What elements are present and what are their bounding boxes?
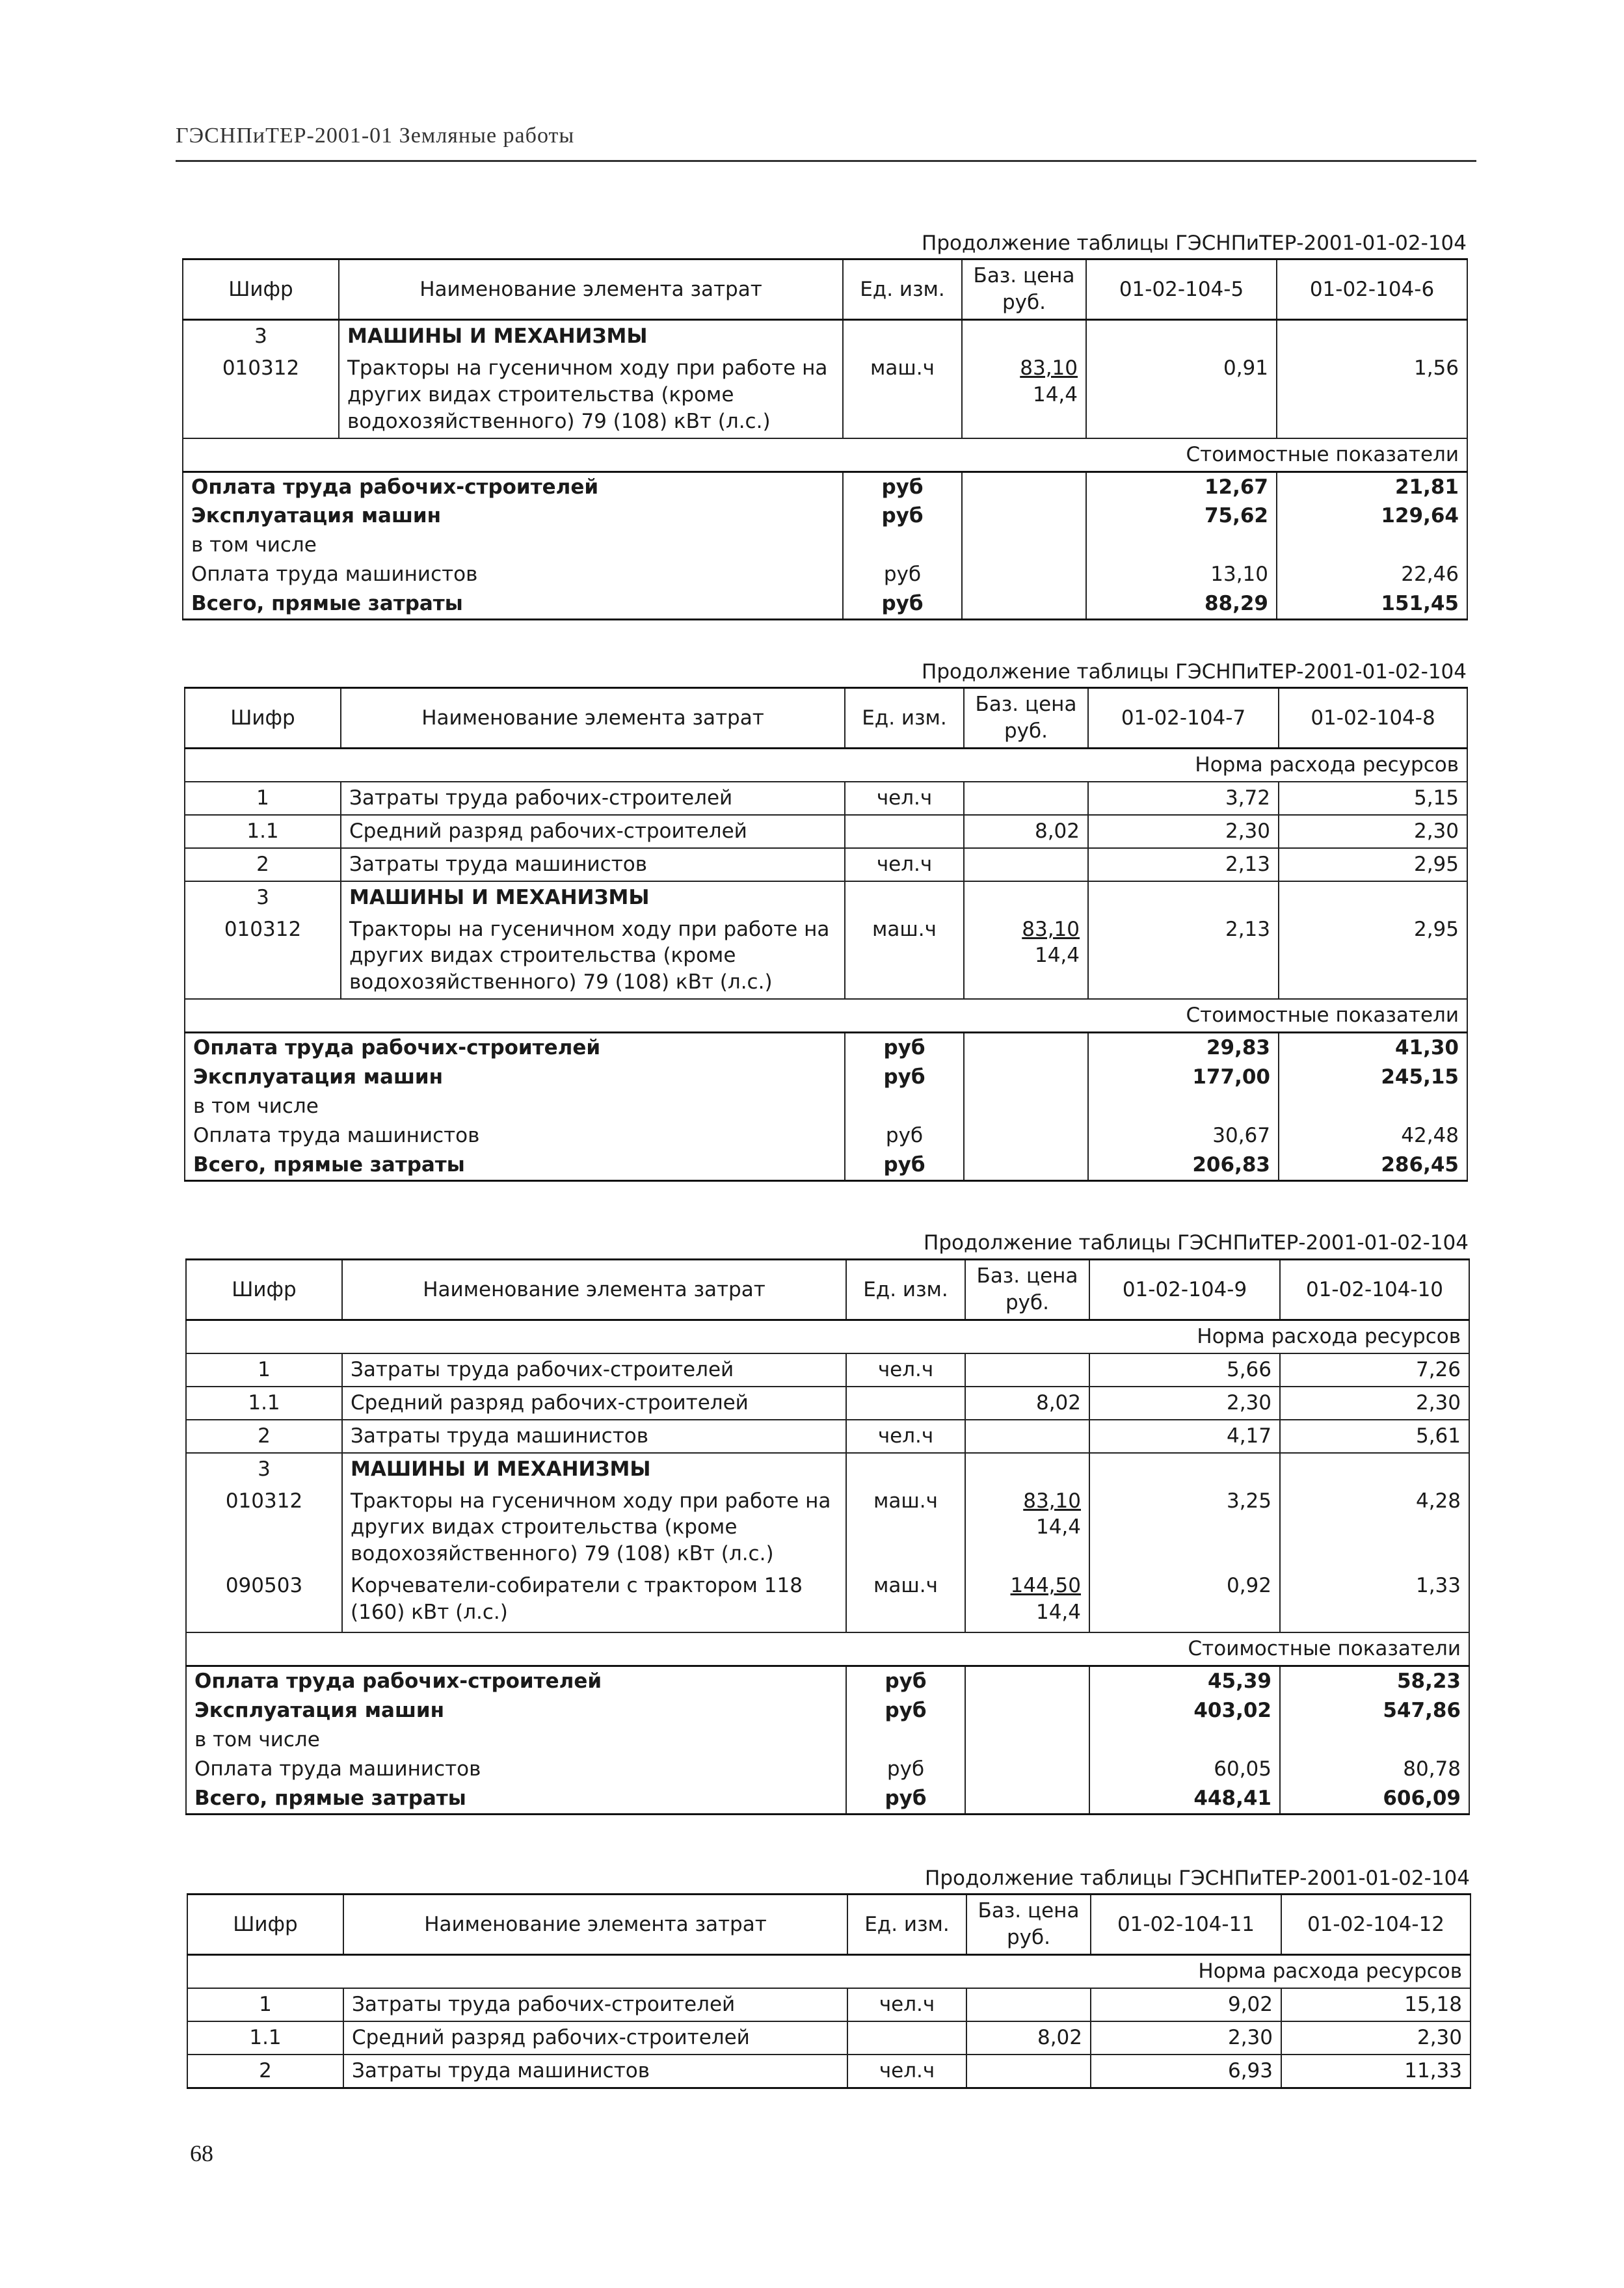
cost-name: Оплата труда машинистов	[185, 1121, 845, 1151]
section-label: Норма расхода ресурсов	[186, 1320, 1469, 1353]
row-unit	[847, 2021, 966, 2055]
cost-row	[185, 1063, 1467, 1092]
table-row	[187, 1988, 1471, 2021]
cost-unit: руб	[845, 1033, 964, 1063]
table-row	[183, 353, 1467, 438]
table-caption: Продолжение таблицы ГЭСНПиТЕР-2001-01-02-104	[922, 232, 1467, 255]
cost-value-b: 21,81	[1277, 472, 1467, 501]
norm-table-4	[187, 1893, 1471, 2089]
row-value-b: 2,30	[1281, 2021, 1471, 2055]
cost-name: Оплата труда машинистов	[186, 1755, 846, 1784]
row-price	[965, 1485, 1089, 1571]
row-value-b: 1,56	[1277, 353, 1467, 438]
cost-name: Оплата труда рабочих-строителей	[186, 1666, 846, 1696]
table-row	[186, 1453, 1469, 1485]
row-unit	[846, 1387, 965, 1420]
row-code: 010312	[186, 1485, 342, 1571]
col-name-header: Наименование элемента затрат	[343, 1895, 847, 1955]
row-value-b: 1,33	[1280, 1570, 1469, 1632]
row-value-a: 9,02	[1091, 1988, 1281, 2021]
cost-name: Эксплуатация машин	[183, 501, 843, 531]
row-unit: чел.ч	[845, 848, 964, 881]
row-value-a: 0,92	[1089, 1570, 1280, 1632]
cost-value-b: 42,48	[1279, 1121, 1467, 1151]
norm-table-2	[184, 687, 1468, 1182]
row-code: 1.1	[185, 815, 341, 848]
row-value-a: 5,66	[1089, 1353, 1280, 1387]
row-unit: чел.ч	[845, 782, 964, 815]
row-unit: чел.ч	[846, 1353, 965, 1387]
cost-value-a: 60,05	[1089, 1755, 1280, 1784]
cost-name: Всего, прямые затраты	[185, 1151, 845, 1180]
cost-name: в том числе	[185, 1092, 845, 1121]
row-code: 3	[185, 881, 341, 914]
cost-row	[186, 1725, 1469, 1755]
row-price	[964, 848, 1088, 881]
row-value-a: 2,13	[1088, 848, 1279, 881]
row-value-a: 2,30	[1088, 815, 1279, 848]
norm-table-1	[182, 258, 1468, 620]
row-name: Затраты труда машинистов	[341, 848, 845, 881]
row-unit: маш.ч	[845, 914, 964, 1000]
table-caption: Продолжение таблицы ГЭСНПиТЕР-2001-01-02-104	[922, 660, 1467, 684]
col-unit-header: Ед. изм.	[843, 259, 962, 320]
cost-unit: руб	[845, 1151, 964, 1180]
cost-value-a: 206,83	[1088, 1151, 1279, 1180]
cost-value-a: 177,00	[1088, 1063, 1279, 1092]
col-a-header: 01-02-104-11	[1091, 1895, 1281, 1955]
col-a-header: 01-02-104-7	[1088, 688, 1279, 749]
cost-value-a: 12,67	[1086, 472, 1277, 501]
cost-unit: руб	[845, 1063, 964, 1092]
table-row	[185, 815, 1467, 848]
row-name: Затраты труда рабочих-строителей	[341, 782, 845, 815]
section-label: Стоимостные показатели	[185, 999, 1467, 1032]
cost-value-a: 13,10	[1086, 560, 1277, 589]
cost-name: Оплата труда машинистов	[183, 560, 843, 589]
table-row	[186, 1387, 1469, 1420]
row-value-b: 2,30	[1280, 1387, 1469, 1420]
row-value-b: 11,33	[1281, 2055, 1471, 2088]
row-value-a: 2,13	[1088, 914, 1279, 1000]
cost-row	[185, 1151, 1467, 1180]
price-value-2: 14,4	[1034, 944, 1080, 968]
cost-value-b: 41,30	[1279, 1033, 1467, 1063]
col-price-header: Баз. цена руб.	[964, 688, 1088, 749]
section-row	[187, 1955, 1471, 1988]
header-rule	[176, 160, 1476, 162]
row-name: Тракторы на гусеничном ходу при работе на других видах строительства (кроме водохозяйственного) 79 (108) кВт (л.с.)	[342, 1485, 846, 1571]
col-code-header: Шифр	[185, 688, 341, 749]
col-b-header: 01-02-104-12	[1281, 1895, 1471, 1955]
row-code: 2	[186, 1420, 342, 1453]
page-header: ГЭСНПиТЕР-2001-01 Земляные работы	[176, 124, 575, 148]
row-name: Средний разряд рабочих-строителей	[341, 815, 845, 848]
cost-unit: руб	[845, 1121, 964, 1151]
norm-table-3	[185, 1258, 1470, 1815]
cost-row	[185, 1033, 1467, 1063]
table-header-row	[183, 259, 1467, 320]
row-name: Затраты труда машинистов	[343, 2055, 847, 2088]
price-value: 83,10	[1023, 1489, 1081, 1513]
cost-row	[183, 531, 1467, 560]
col-name-header: Наименование элемента затрат	[342, 1260, 846, 1320]
row-code: 1	[187, 1988, 343, 2021]
cost-row	[185, 1121, 1467, 1151]
col-a-header: 01-02-104-5	[1086, 259, 1277, 320]
table-header-row	[186, 1260, 1469, 1320]
table-caption: Продолжение таблицы ГЭСНПиТЕР-2001-01-02-104	[925, 1867, 1470, 1890]
cost-unit: руб	[846, 1696, 965, 1725]
table-row	[187, 2055, 1471, 2088]
cost-name: Всего, прямые затраты	[186, 1784, 846, 1814]
table-header-row	[187, 1895, 1471, 1955]
col-price-header: Баз. цена руб.	[966, 1895, 1091, 1955]
cost-unit: руб	[843, 589, 962, 619]
cost-value-a: 45,39	[1089, 1666, 1280, 1696]
cost-row	[186, 1784, 1469, 1814]
col-name-header: Наименование элемента затрат	[341, 688, 845, 749]
cost-name: Эксплуатация машин	[185, 1063, 845, 1092]
cost-name: Оплата труда рабочих-строителей	[183, 472, 843, 501]
cost-name: в том числе	[186, 1725, 846, 1755]
row-value-b: 15,18	[1281, 1988, 1471, 2021]
price-value: 83,10	[1022, 917, 1080, 941]
row-price: 8,02	[964, 815, 1088, 848]
row-code: 1	[185, 782, 341, 815]
table-row	[185, 782, 1467, 815]
cost-row	[183, 472, 1467, 501]
col-unit-header: Ед. изм.	[847, 1895, 966, 1955]
row-unit: маш.ч	[846, 1570, 965, 1632]
table-row	[186, 1485, 1469, 1571]
row-unit	[845, 815, 964, 848]
col-b-header: 01-02-104-10	[1280, 1260, 1469, 1320]
row-code: 1.1	[187, 2021, 343, 2055]
row-value-b: 2,95	[1279, 914, 1467, 1000]
col-price-header: Баз. цена руб.	[965, 1260, 1089, 1320]
table-row	[186, 1420, 1469, 1453]
section-row	[185, 749, 1467, 782]
row-value-a: 3,72	[1088, 782, 1279, 815]
row-value-a: 2,30	[1089, 1387, 1280, 1420]
cost-unit: руб	[846, 1784, 965, 1814]
cost-name: Эксплуатация машин	[186, 1696, 846, 1725]
price-value-2: 14,4	[1032, 382, 1078, 406]
table-row	[185, 881, 1467, 914]
row-value-a: 4,17	[1089, 1420, 1280, 1453]
row-value-b: 4,28	[1280, 1485, 1469, 1571]
row-unit: чел.ч	[846, 1420, 965, 1453]
cost-row	[186, 1666, 1469, 1696]
cost-value-b: 286,45	[1279, 1151, 1467, 1180]
cost-unit: руб	[843, 472, 962, 501]
cost-value-b: 80,78	[1280, 1755, 1469, 1784]
section-row	[183, 438, 1467, 472]
row-price	[964, 914, 1088, 1000]
cost-value-a: 88,29	[1086, 589, 1277, 619]
cost-unit: руб	[843, 501, 962, 531]
cost-row	[185, 1092, 1467, 1121]
cost-row	[183, 501, 1467, 531]
section-label: Норма расхода ресурсов	[185, 749, 1467, 782]
row-value-b: 7,26	[1280, 1353, 1469, 1387]
col-name-header: Наименование элемента затрат	[339, 259, 843, 320]
cost-row	[183, 560, 1467, 589]
cost-row	[183, 589, 1467, 619]
row-name: Затраты труда машинистов	[342, 1420, 846, 1453]
col-code-header: Шифр	[186, 1260, 342, 1320]
row-price	[965, 1353, 1089, 1387]
row-code: 2	[187, 2055, 343, 2088]
table-caption: Продолжение таблицы ГЭСНПиТЕР-2001-01-02-104	[924, 1231, 1469, 1255]
row-unit: маш.ч	[843, 353, 962, 438]
row-value-b: 2,30	[1279, 815, 1467, 848]
cost-value-b: 151,45	[1277, 589, 1467, 619]
row-unit: маш.ч	[846, 1485, 965, 1571]
cost-row	[186, 1696, 1469, 1725]
cost-name: Оплата труда рабочих-строителей	[185, 1033, 845, 1063]
table-row	[186, 1353, 1469, 1387]
row-name: МАШИНЫ И МЕХАНИЗМЫ	[339, 320, 843, 353]
row-price	[966, 1988, 1091, 2021]
row-price: 8,02	[965, 1387, 1089, 1420]
row-value-a: 6,93	[1091, 2055, 1281, 2088]
row-code: 2	[185, 848, 341, 881]
cost-value-b: 58,23	[1280, 1666, 1469, 1696]
cost-value-a: 75,62	[1086, 501, 1277, 531]
row-value-a: 3,25	[1089, 1485, 1280, 1571]
price-value-2: 14,4	[1035, 1601, 1081, 1625]
row-code: 3	[186, 1453, 342, 1485]
row-price	[966, 2055, 1091, 2088]
cost-name: Всего, прямые затраты	[183, 589, 843, 619]
row-unit: чел.ч	[847, 1988, 966, 2021]
row-price	[965, 1570, 1089, 1632]
row-name: Затраты труда рабочих-строителей	[342, 1353, 846, 1387]
col-b-header: 01-02-104-6	[1277, 259, 1467, 320]
row-name: МАШИНЫ И МЕХАНИЗМЫ	[341, 881, 845, 914]
col-unit-header: Ед. изм.	[846, 1260, 965, 1320]
section-label: Стоимостные показатели	[183, 438, 1467, 472]
row-value-b: 5,61	[1280, 1420, 1469, 1453]
row-code: 3	[183, 320, 339, 353]
table-row	[185, 848, 1467, 881]
row-code: 1	[186, 1353, 342, 1387]
section-label: Стоимостные показатели	[186, 1632, 1469, 1666]
section-row	[186, 1632, 1469, 1666]
row-price	[965, 1420, 1089, 1453]
page-number: 68	[190, 2140, 213, 2166]
row-name: Средний разряд рабочих-строителей	[343, 2021, 847, 2055]
col-b-header: 01-02-104-8	[1279, 688, 1467, 749]
row-code: 1.1	[186, 1387, 342, 1420]
row-name: Затраты труда рабочих-строителей	[343, 1988, 847, 2021]
table-row	[185, 914, 1467, 1000]
row-price: 8,02	[966, 2021, 1091, 2055]
table-row	[186, 1570, 1469, 1632]
row-value-b: 5,15	[1279, 782, 1467, 815]
cost-value-b: 547,86	[1280, 1696, 1469, 1725]
row-name: Корчеватели-собиратели с трактором 118 (160) кВт (л.с.)	[342, 1570, 846, 1632]
col-code-header: Шифр	[187, 1895, 343, 1955]
cost-unit: руб	[846, 1755, 965, 1784]
row-value-a: 0,91	[1086, 353, 1277, 438]
row-code: 090503	[186, 1570, 342, 1632]
section-row	[186, 1320, 1469, 1353]
cost-value-a: 30,67	[1088, 1121, 1279, 1151]
cost-value-b: 22,46	[1277, 560, 1467, 589]
row-code: 010312	[183, 353, 339, 438]
row-price	[962, 353, 1086, 438]
table-row	[183, 320, 1467, 353]
cost-value-a: 29,83	[1088, 1033, 1279, 1063]
cost-unit: руб	[843, 560, 962, 589]
table-header-row	[185, 688, 1467, 749]
row-name: Средний разряд рабочих-строителей	[342, 1387, 846, 1420]
col-code-header: Шифр	[183, 259, 339, 320]
row-value-a: 2,30	[1091, 2021, 1281, 2055]
price-value: 144,50	[1010, 1574, 1081, 1598]
cost-value-a: 403,02	[1089, 1696, 1280, 1725]
row-value-b: 2,95	[1279, 848, 1467, 881]
cost-value-b: 606,09	[1280, 1784, 1469, 1814]
row-name: МАШИНЫ И МЕХАНИЗМЫ	[342, 1453, 846, 1485]
row-price	[964, 782, 1088, 815]
row-code: 010312	[185, 914, 341, 1000]
section-label: Норма расхода ресурсов	[187, 1955, 1471, 1988]
cost-value-a: 448,41	[1089, 1784, 1280, 1814]
row-name: Тракторы на гусеничном ходу при работе на других видах строительства (кроме водохозяйственного) 79 (108) кВт (л.с.)	[341, 914, 845, 1000]
cost-name: в том числе	[183, 531, 843, 560]
col-price-header: Баз. цена руб.	[962, 259, 1086, 320]
row-name: Тракторы на гусеничном ходу при работе на других видах строительства (кроме водохозяйственного) 79 (108) кВт (л.с.)	[339, 353, 843, 438]
cost-value-b: 129,64	[1277, 501, 1467, 531]
section-row	[185, 999, 1467, 1032]
cost-unit: руб	[846, 1666, 965, 1696]
row-unit: чел.ч	[847, 2055, 966, 2088]
table-row	[187, 2021, 1471, 2055]
col-a-header: 01-02-104-9	[1089, 1260, 1280, 1320]
col-unit-header: Ед. изм.	[845, 688, 964, 749]
cost-row	[186, 1755, 1469, 1784]
price-value: 83,10	[1020, 356, 1078, 380]
cost-value-b: 245,15	[1279, 1063, 1467, 1092]
price-value-2: 14,4	[1035, 1515, 1081, 1539]
